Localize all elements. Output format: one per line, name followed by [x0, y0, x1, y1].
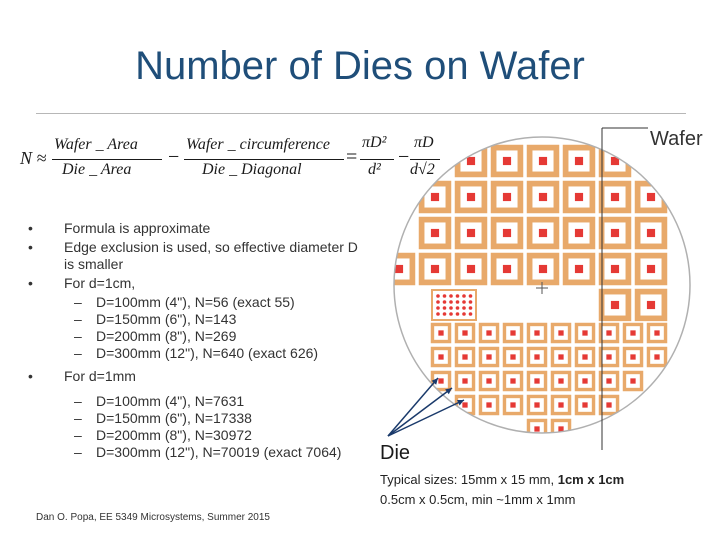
- die-center: [630, 330, 635, 335]
- die-center: [510, 378, 515, 383]
- die-center: [438, 378, 443, 383]
- bullet-list: [28, 220, 358, 461]
- die-center: [558, 378, 563, 383]
- die-pointer-arrow: [388, 400, 464, 436]
- die-center: [510, 402, 515, 407]
- sub-bullet-item: [28, 393, 358, 410]
- formula-term4-numerator: πD: [414, 134, 434, 151]
- die-center: [654, 330, 659, 335]
- slide-title: Number of Dies on Wafer: [135, 44, 585, 88]
- sub-bullet-item: [28, 444, 358, 461]
- sub-bullet-dash: –: [74, 328, 82, 344]
- die-center: [467, 229, 475, 237]
- sub-bullet-dash: –: [74, 410, 82, 426]
- die-center: [467, 193, 475, 201]
- title-divider: [36, 113, 686, 114]
- die-center: [534, 378, 539, 383]
- test-pattern-dot: [469, 300, 473, 304]
- die-center: [510, 354, 515, 359]
- test-pattern-dot: [469, 312, 473, 316]
- bullet-text: For d=1cm,: [64, 275, 136, 291]
- formula-term4-denominator: d√2: [410, 161, 435, 178]
- die-center: [486, 402, 491, 407]
- die-center: [606, 354, 611, 359]
- die-center: [462, 330, 467, 335]
- die-center: [438, 354, 443, 359]
- test-pattern-dot: [469, 306, 473, 310]
- test-pattern-dot: [436, 294, 440, 298]
- sub-bullet-dash: –: [74, 345, 82, 361]
- die-center: [503, 265, 511, 273]
- sub-bullet-dash: –: [74, 294, 82, 310]
- die-center: [467, 157, 475, 165]
- bullet-text: Formula is approximate: [64, 220, 211, 236]
- sub-bullet-item: [28, 311, 358, 328]
- sub-bullet-text: D=150mm (6"), N=143: [96, 311, 237, 327]
- test-pattern-dot: [449, 312, 453, 316]
- test-pattern-dot: [462, 312, 466, 316]
- test-pattern-dot: [443, 312, 447, 316]
- test-pattern-dot: [443, 294, 447, 298]
- typical-sizes-line2: 0.5cm x 0.5cm, min ~1mm x 1mm: [380, 492, 576, 507]
- die-center: [647, 193, 655, 201]
- die-center: [467, 265, 475, 273]
- die-center: [539, 229, 547, 237]
- die-center: [462, 378, 467, 383]
- die-center: [606, 402, 611, 407]
- die-center: [438, 330, 443, 335]
- test-pattern-dot: [456, 300, 460, 304]
- die-center: [510, 330, 515, 335]
- sub-bullet-item: [28, 410, 358, 427]
- test-pattern-dot: [443, 306, 447, 310]
- die-center: [630, 354, 635, 359]
- test-pattern-dot: [456, 306, 460, 310]
- test-pattern-dot: [456, 312, 460, 316]
- die-center: [582, 330, 587, 335]
- die-center: [395, 265, 403, 273]
- test-pattern-dot: [456, 294, 460, 298]
- bullet-item: [28, 239, 358, 273]
- bullet-item: [28, 368, 358, 385]
- bullet-text: Edge exclusion is used, so effective diameter D is smaller: [64, 239, 358, 272]
- die-center: [611, 229, 619, 237]
- die-center: [558, 330, 563, 335]
- sub-bullet-text: D=100mm (4"), N=7631: [96, 393, 245, 409]
- sub-bullet-text: D=300mm (12"), N=70019 (exact 7064): [96, 444, 342, 460]
- die-count-formula: [20, 130, 440, 190]
- die-center: [575, 157, 583, 165]
- typical-sizes-bold: 1cm x 1cm: [557, 472, 625, 487]
- die-center: [486, 330, 491, 335]
- bullet-dot: •: [28, 368, 33, 384]
- sub-bullet-text: D=150mm (6"), N=17338: [96, 410, 252, 426]
- test-pattern-dot: [449, 300, 453, 304]
- formula-term1-numerator: Wafer _ Area: [54, 136, 138, 153]
- test-pattern-dot: [449, 294, 453, 298]
- die-center: [575, 229, 583, 237]
- formula-lhs: N ≈: [20, 148, 47, 168]
- bullet-text: For d=1mm: [64, 368, 136, 384]
- test-pattern-dot: [436, 312, 440, 316]
- test-pattern-dot: [436, 306, 440, 310]
- die-center: [647, 265, 655, 273]
- die-center: [630, 378, 635, 383]
- formula-equals: =: [346, 146, 358, 168]
- test-pattern-dot: [443, 300, 447, 304]
- die-grid: [382, 144, 668, 440]
- die-center: [647, 301, 655, 309]
- die-center: [534, 402, 539, 407]
- test-pattern-dot: [462, 300, 466, 304]
- footer-credit: Dan O. Popa, EE 5349 Microsystems, Summer 2015: [36, 512, 270, 523]
- die-pointer-arrow: [388, 388, 452, 436]
- test-pattern-dot: [449, 306, 453, 310]
- formula-term3-numerator: πD²: [362, 134, 387, 151]
- bullet-dot: •: [28, 220, 33, 236]
- die-center: [582, 354, 587, 359]
- die-center: [611, 193, 619, 201]
- test-pattern-dot: [462, 294, 466, 298]
- die-center: [654, 354, 659, 359]
- die-center: [486, 378, 491, 383]
- die-center: [431, 193, 439, 201]
- die-center: [462, 354, 467, 359]
- die-center: [539, 157, 547, 165]
- test-pattern-dot: [462, 306, 466, 310]
- wafer-diagram: [380, 120, 710, 450]
- die-center: [606, 330, 611, 335]
- die-center: [558, 354, 563, 359]
- sub-bullet-dash: –: [74, 444, 82, 460]
- die-pointer-arrow: [388, 378, 438, 436]
- bullet-dot: •: [28, 239, 33, 255]
- sub-bullet-text: D=300mm (12"), N=640 (exact 626): [96, 345, 319, 361]
- die-center: [539, 265, 547, 273]
- die-center: [462, 402, 467, 407]
- sub-bullet-dash: –: [74, 311, 82, 327]
- formula-term1-bar: [52, 159, 162, 160]
- die-center: [611, 301, 619, 309]
- sub-bullet-text: D=200mm (8"), N=269: [96, 328, 237, 344]
- formula-minus-1: −: [168, 146, 180, 168]
- die-center: [582, 402, 587, 407]
- die-center: [534, 354, 539, 359]
- formula-term2-denominator: Die _ Diagonal: [202, 161, 302, 178]
- formula-minus-2: −: [398, 146, 410, 168]
- bullet-item: [28, 220, 358, 237]
- die-label: Die: [380, 442, 411, 464]
- typical-sizes-text: Typical sizes: 15mm x 15 mm,: [380, 472, 558, 487]
- sub-bullet-item: [28, 328, 358, 345]
- die-center: [503, 229, 511, 237]
- die-center: [647, 229, 655, 237]
- sub-bullet-text: D=100mm (4"), N=56 (exact 55): [96, 294, 295, 310]
- sub-bullet-item: [28, 345, 358, 362]
- sub-bullet-text: D=200mm (8"), N=30972: [96, 427, 252, 443]
- die-center: [606, 378, 611, 383]
- die-center: [534, 426, 539, 431]
- sub-bullet-item: [28, 427, 358, 444]
- sub-bullet-item: [28, 294, 358, 311]
- die-center: [503, 193, 511, 201]
- bullet-item: [28, 275, 358, 292]
- die-center: [611, 265, 619, 273]
- die-center: [575, 193, 583, 201]
- test-pattern-dot: [436, 300, 440, 304]
- formula-term2-numerator: Wafer _ circumference: [186, 136, 330, 153]
- die-center: [486, 354, 491, 359]
- formula-term3-denominator: d²: [368, 161, 381, 178]
- typical-sizes-line1: [380, 472, 624, 487]
- die-center: [431, 229, 439, 237]
- bullet-dot: •: [28, 275, 33, 291]
- sub-bullet-dash: –: [74, 393, 82, 409]
- die-center: [582, 378, 587, 383]
- die-center: [534, 330, 539, 335]
- formula-term2-bar: [184, 159, 344, 160]
- formula-term1-denominator: Die _ Area: [62, 161, 132, 178]
- die-center: [558, 402, 563, 407]
- die-center: [503, 157, 511, 165]
- test-pattern-dot: [469, 294, 473, 298]
- sub-bullet-dash: –: [74, 427, 82, 443]
- die-center: [539, 193, 547, 201]
- die-center: [575, 265, 583, 273]
- wafer-label: Wafer: [650, 128, 703, 150]
- die-center: [431, 265, 439, 273]
